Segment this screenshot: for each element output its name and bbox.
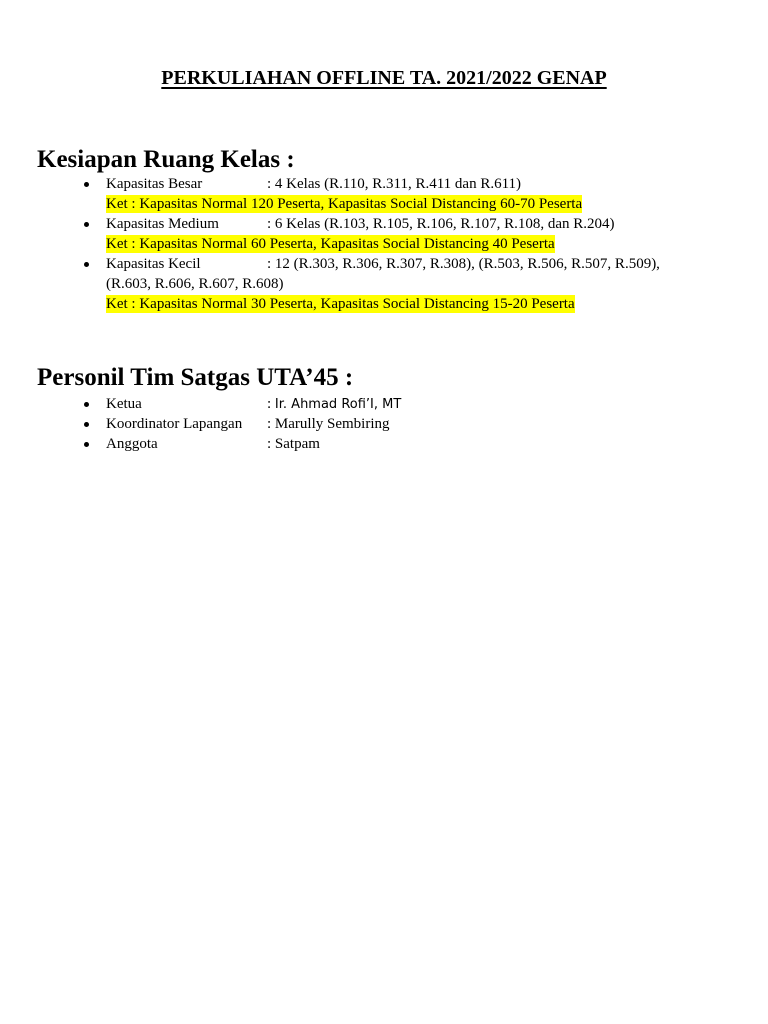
item-value: [267, 394, 401, 415]
item-label: Kapasitas Medium: [106, 216, 219, 232]
item-value: : 12 (R.303, R.306, R.307, R.308), (R.503, R.506, R.507, R.509),: [267, 256, 660, 272]
highlighted-note: Ket : Kapasitas Normal 30 Peserta, Kapasitas Social Distancing 15-20 Peserta: [106, 296, 575, 312]
highlighted-note: Ket : Kapasitas Normal 60 Peserta, Kapasitas Social Distancing 40 Peserta: [106, 236, 555, 252]
ketua-name: Ir. Ahmad Rofi’I, MT: [274, 397, 402, 412]
section-heading-satgas: Personil Tim Satgas UTA’45 :: [37, 364, 354, 391]
list-item-anggota: [0, 434, 768, 454]
satgas-list: [0, 394, 768, 454]
list-item-kapasitas-besar: [0, 174, 768, 214]
item-value: : 4 Kelas (R.110, R.311, R.411 dan R.611): [267, 176, 522, 192]
item-value: : 6 Kelas (R.103, R.105, R.106, R.107, R.108, dan R.204): [267, 216, 615, 232]
item-value-continuation: (R.603, R.606, R.607, R.608): [106, 276, 284, 292]
item-label: Anggota: [106, 436, 158, 452]
list-item-koordinator: [0, 414, 768, 434]
item-value: : Marully Sembiring: [267, 416, 390, 432]
page-title-text: PERKULIAHAN OFFLINE TA. 2021/2022 GENAP: [161, 67, 607, 89]
item-value-prefix: :: [267, 396, 275, 412]
highlighted-note: Ket : Kapasitas Normal 120 Peserta, Kapasitas Social Distancing 60-70 Peserta: [106, 196, 583, 212]
ruang-kelas-list: [0, 174, 768, 314]
item-label: Koordinator Lapangan: [106, 416, 243, 432]
item-label: Ketua: [106, 396, 142, 412]
list-item-ketua: [0, 394, 768, 414]
list-item-kapasitas-kecil: [0, 254, 768, 314]
list-item-kapasitas-medium: [0, 214, 768, 254]
page-title: [0, 64, 768, 92]
item-label: Kapasitas Besar: [106, 176, 203, 192]
item-value: : Satpam: [267, 436, 320, 452]
item-label: Kapasitas Kecil: [106, 256, 201, 272]
section-heading-ruang-kelas: Kesiapan Ruang Kelas :: [37, 146, 295, 173]
